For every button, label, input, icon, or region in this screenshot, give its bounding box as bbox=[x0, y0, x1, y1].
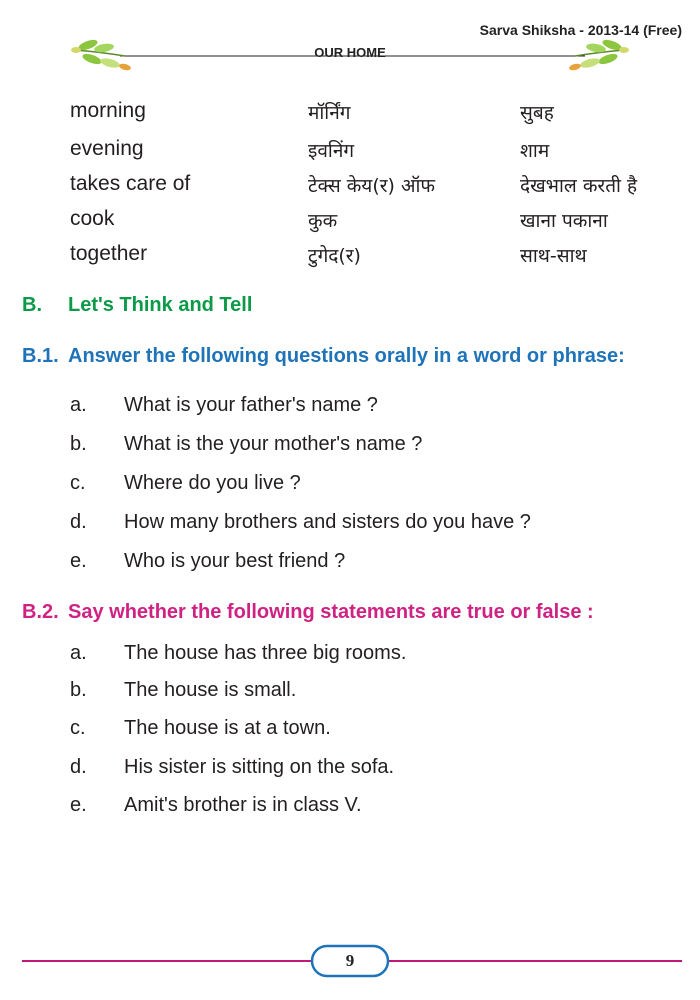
list-item bbox=[0, 756, 700, 786]
item-text: Who is your best friend ? bbox=[124, 550, 346, 572]
section-title: Let's Think and Tell bbox=[68, 294, 253, 316]
item-letter: e. bbox=[70, 550, 87, 572]
item-letter: d. bbox=[70, 511, 87, 533]
list-item bbox=[0, 433, 700, 463]
list-item bbox=[0, 794, 700, 824]
item-letter: c. bbox=[70, 717, 86, 739]
word-english: cook bbox=[70, 207, 115, 230]
item-letter: c. bbox=[70, 472, 86, 494]
list-item bbox=[0, 679, 700, 709]
word-hindi: खाना पकाना bbox=[520, 210, 608, 232]
chapter-title: OUR HOME bbox=[314, 45, 386, 60]
item-letter: e. bbox=[70, 794, 87, 816]
list-item bbox=[0, 511, 700, 541]
question-heading-b1 bbox=[22, 345, 625, 368]
heading-number: B.2. bbox=[22, 601, 59, 623]
word-hindi: देखभाल करती है bbox=[520, 175, 638, 197]
heading-title: Answer the following questions orally in a word or phrase: bbox=[68, 345, 625, 367]
vocabulary-row bbox=[0, 137, 700, 169]
item-text: Where do you live ? bbox=[124, 472, 301, 494]
word-pronunciation: इवनिंग bbox=[308, 140, 355, 162]
word-pronunciation: टुगेद(र) bbox=[308, 245, 361, 267]
word-pronunciation: कुक bbox=[308, 210, 338, 232]
section-heading bbox=[22, 294, 252, 317]
word-hindi: साथ-साथ bbox=[520, 245, 587, 267]
list-item bbox=[0, 642, 700, 672]
item-text: The house is small. bbox=[124, 679, 297, 701]
heading-number: B.1. bbox=[22, 345, 59, 367]
series-title: Sarva Shiksha - 2013-14 (Free) bbox=[479, 22, 682, 38]
word-pronunciation: मॉर्निंग bbox=[308, 102, 351, 124]
list-item bbox=[0, 550, 700, 580]
vocabulary-row bbox=[0, 207, 700, 239]
word-hindi: सुबह bbox=[520, 102, 554, 124]
item-text: Amit's brother is in class V. bbox=[124, 794, 362, 816]
item-text: The house has three big rooms. bbox=[124, 642, 407, 664]
item-letter: d. bbox=[70, 756, 87, 778]
page-number: 9 bbox=[345, 951, 355, 970]
word-english: together bbox=[70, 242, 148, 265]
list-item bbox=[0, 394, 700, 424]
heading-title: Say whether the following statements are true or false : bbox=[68, 601, 594, 623]
item-letter: b. bbox=[70, 433, 87, 455]
item-text: How many brothers and sisters do you have ? bbox=[124, 511, 531, 533]
word-english: morning bbox=[70, 99, 146, 122]
item-text: What is your father's name ? bbox=[124, 394, 378, 416]
vocabulary-row bbox=[0, 172, 700, 204]
word-english: takes care of bbox=[70, 172, 191, 195]
section-number: B. bbox=[22, 294, 42, 316]
item-letter: b. bbox=[70, 679, 87, 701]
question-heading-b2 bbox=[22, 601, 594, 624]
word-pronunciation: टेक्स केय(र) ऑफ bbox=[308, 175, 436, 197]
item-text: His sister is sitting on the sofa. bbox=[124, 756, 395, 778]
word-hindi: शाम bbox=[520, 140, 550, 162]
item-text: What is the your mother's name ? bbox=[124, 433, 423, 455]
vocabulary-row bbox=[0, 99, 700, 131]
list-item bbox=[0, 472, 700, 502]
vocabulary-row bbox=[0, 242, 700, 274]
item-letter: a. bbox=[70, 642, 87, 664]
word-english: evening bbox=[70, 137, 144, 160]
item-letter: a. bbox=[70, 394, 87, 416]
list-item bbox=[0, 717, 700, 747]
item-text: The house is at a town. bbox=[124, 717, 331, 739]
